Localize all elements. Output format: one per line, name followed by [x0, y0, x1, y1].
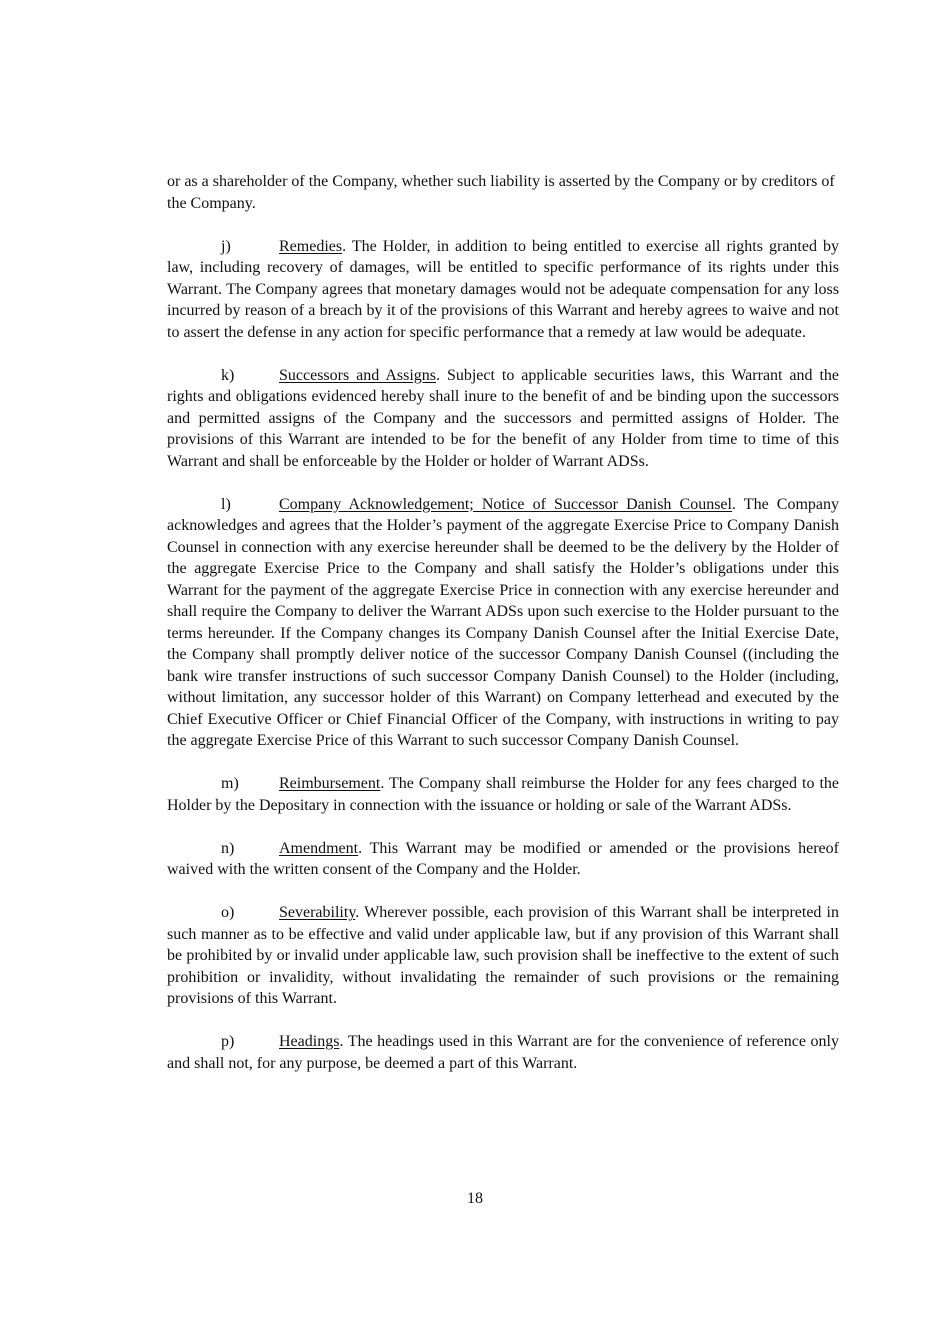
section-letter: k) [221, 366, 235, 384]
page-number: 18 [467, 1190, 483, 1207]
section-letter: o) [221, 904, 235, 921]
section-heading: Company Acknowledgement; Notice of Successor Danish Counsel [279, 495, 732, 513]
section-body: Wherever possible, each provision of this Warrant shall be interpreted in such manner as to be effective and valid under applicable law, but if any provision of this Warrant shall be prohibited by or invalid under applicable law, such provision shall be ineffective to the extent of such prohibition or invalidity, without invalidating the remainder of such provisions or the remaining provisions of this Warrant. [167, 904, 839, 1007]
section-amendment: n) Amendment. This Warrant may be modified or amended or the provisions hereof waived with the written consent of the Company and the Holder. [167, 839, 839, 878]
section-body: This Warrant may be modified or amended or the provisions hereof waived with the written consent of the Company and the Holder. [167, 839, 839, 878]
section-letter: p) [221, 1033, 235, 1050]
section-letter: m) [221, 775, 239, 792]
section-letter: j) [221, 237, 231, 255]
section-heading: Remedies [279, 237, 343, 255]
section-reimbursement: m) Reimbursement. The Company shall reimburse the Holder for any fees charged to the Holder by the Depositary in connection with the issuance or holding or sale of the Warrant ADSs. [167, 775, 839, 814]
section-letter: n) [221, 839, 235, 857]
section-heading: Severability [279, 904, 356, 921]
section-successors-and-assigns: k) Successors and Assigns. Subject to applicable securities laws, this Warrant and the rights and obligations evidenced hereby shall inure to the benefit of and be binding upon the successors and permitted assigns of the Company and the successors and permitted assigns of Holder. The provisions of this Warrant are intended to be for the benefit of any Holder from time to time of this Warrant and shall be enforceable by the Holder or holder of Warrant ADSs. [167, 366, 840, 470]
section-body: Subject to applicable securities laws, this Warrant and the rights and obligations evidenced hereby shall inure to the benefit of and be binding upon the successors and permitted assigns of the Company and the successors and permitted assigns of Holder. The provisions of this Warrant are intended to be for the benefit of any Holder from time to time of this Warrant and shall be enforceable by the Holder or holder of Warrant ADSs. [167, 366, 840, 470]
section-heading: Headings [279, 1033, 340, 1050]
section-company-acknowledgement: l) Company Acknowledgement; Notice of Successor Danish Counsel. The Company acknowledges and agrees that the Holder’s payment of the aggregate Exercise Price to Company Danish Counsel in connection with any exercise hereunder shall be deemed to be the delivery by the Holder of the aggregate Exercise Price to the Company and shall satisfy the Holder’s obligations under this Warrant for the payment of the aggregate Exercise Price in connection with any exercise hereunder and shall require the Company to deliver the Warrant ADSs upon such exercise to the Holder pursuant to the terms hereunder. If the Company changes its Company Danish Counsel after the Initial Exercise Date, the Company shall promptly deliver notice of the successor Company Danish Counsel ((including the bank wire transfer instructions of such successor Company Danish Counsel) to the Holder (including, without limitation, any successor holder of this Warrant) on Company letterhead and executed by the Chief Executive Officer or Chief Financial Officer of the Company, with instructions in writing to pay the aggregate Exercise Price of this Warrant to such successor Company Danish Counsel. [167, 495, 839, 749]
section-heading: Reimbursement [279, 775, 381, 792]
section-letter: l) [221, 495, 231, 513]
section-body: The headings used in this Warrant are for the convenience of reference only and shall not, for any purpose, be deemed a part of this Warrant. [167, 1033, 839, 1072]
section-body: The Holder, in addition to being entitled to exercise all rights granted by law, including recovery of damages, will be entitled to specific performance of its rights under this Warrant. The Company agrees that monetary damages would not be adequate compensation for any loss incurred by reason of a breach by it of the provisions of this Warrant and hereby agrees to waive and not to assert the defense in any action for specific performance that a remedy at law would be adequate. [167, 237, 839, 341]
section-body: The Company shall reimburse the Holder for any fees charged to the Holder by the Depositary in connection with the issuance or holding or sale of the Warrant ADSs. [167, 775, 839, 814]
section-severability: o) Severability. Wherever possible, each provision of this Warrant shall be interpreted in such manner as to be effective and valid under applicable law, but if any provision of this Warrant shall be prohibited by or invalid under applicable law, such provision shall be ineffective to the extent of such prohibition or invalidity, without invalidating the remainder of such provisions or the remaining provisions of this Warrant. [167, 904, 839, 1007]
section-body: The Company acknowledges and agrees that the Holder’s payment of the aggregate Exercise Price to Company Danish Counsel in connection with any exercise hereunder shall be deemed to be the delivery by the Holder of the aggregate Exercise Price to the Company and shall satisfy the Holder’s obligations under this Warrant for the payment of the aggregate Exercise Price in connection with any exercise hereunder and shall require the Company to deliver the Warrant ADSs upon such exercise to the Holder pursuant to the terms hereunder. If the Company changes its Company Danish Counsel after the Initial Exercise Date, the Company shall promptly deliver notice of the successor Company Danish Counsel ((including the bank wire transfer instructions of such successor Company Danish Counsel) to the Holder (including, without limitation, any successor holder of this Warrant) on Company letterhead and executed by the Chief Executive Officer or Chief Financial Officer of the Company, with instructions in writing to pay the aggregate Exercise Price of this Warrant to such successor Company Danish Counsel. [167, 495, 839, 749]
section-heading: Amendment [279, 839, 359, 857]
intro-paragraph: or as a shareholder of the Company, whether such liability is asserted by the Company or by creditors of the Company. [167, 173, 835, 212]
document-page [167, 171, 839, 1096]
section-heading: Successors and Assigns [279, 366, 436, 384]
section-headings: p) Headings. The headings used in this Warrant are for the convenience of reference only and shall not, for any purpose, be deemed a part of this Warrant. [167, 1033, 839, 1072]
section-remedies: j) Remedies. The Holder, in addition to being entitled to exercise all rights granted by law, including recovery of damages, will be entitled to specific performance of its rights under this Warrant. The Company agrees that monetary damages would not be adequate compensation for any loss incurred by reason of a breach by it of the provisions of this Warrant and hereby agrees to waive and not to assert the defense in any action for specific performance that a remedy at law would be adequate. [167, 237, 839, 341]
